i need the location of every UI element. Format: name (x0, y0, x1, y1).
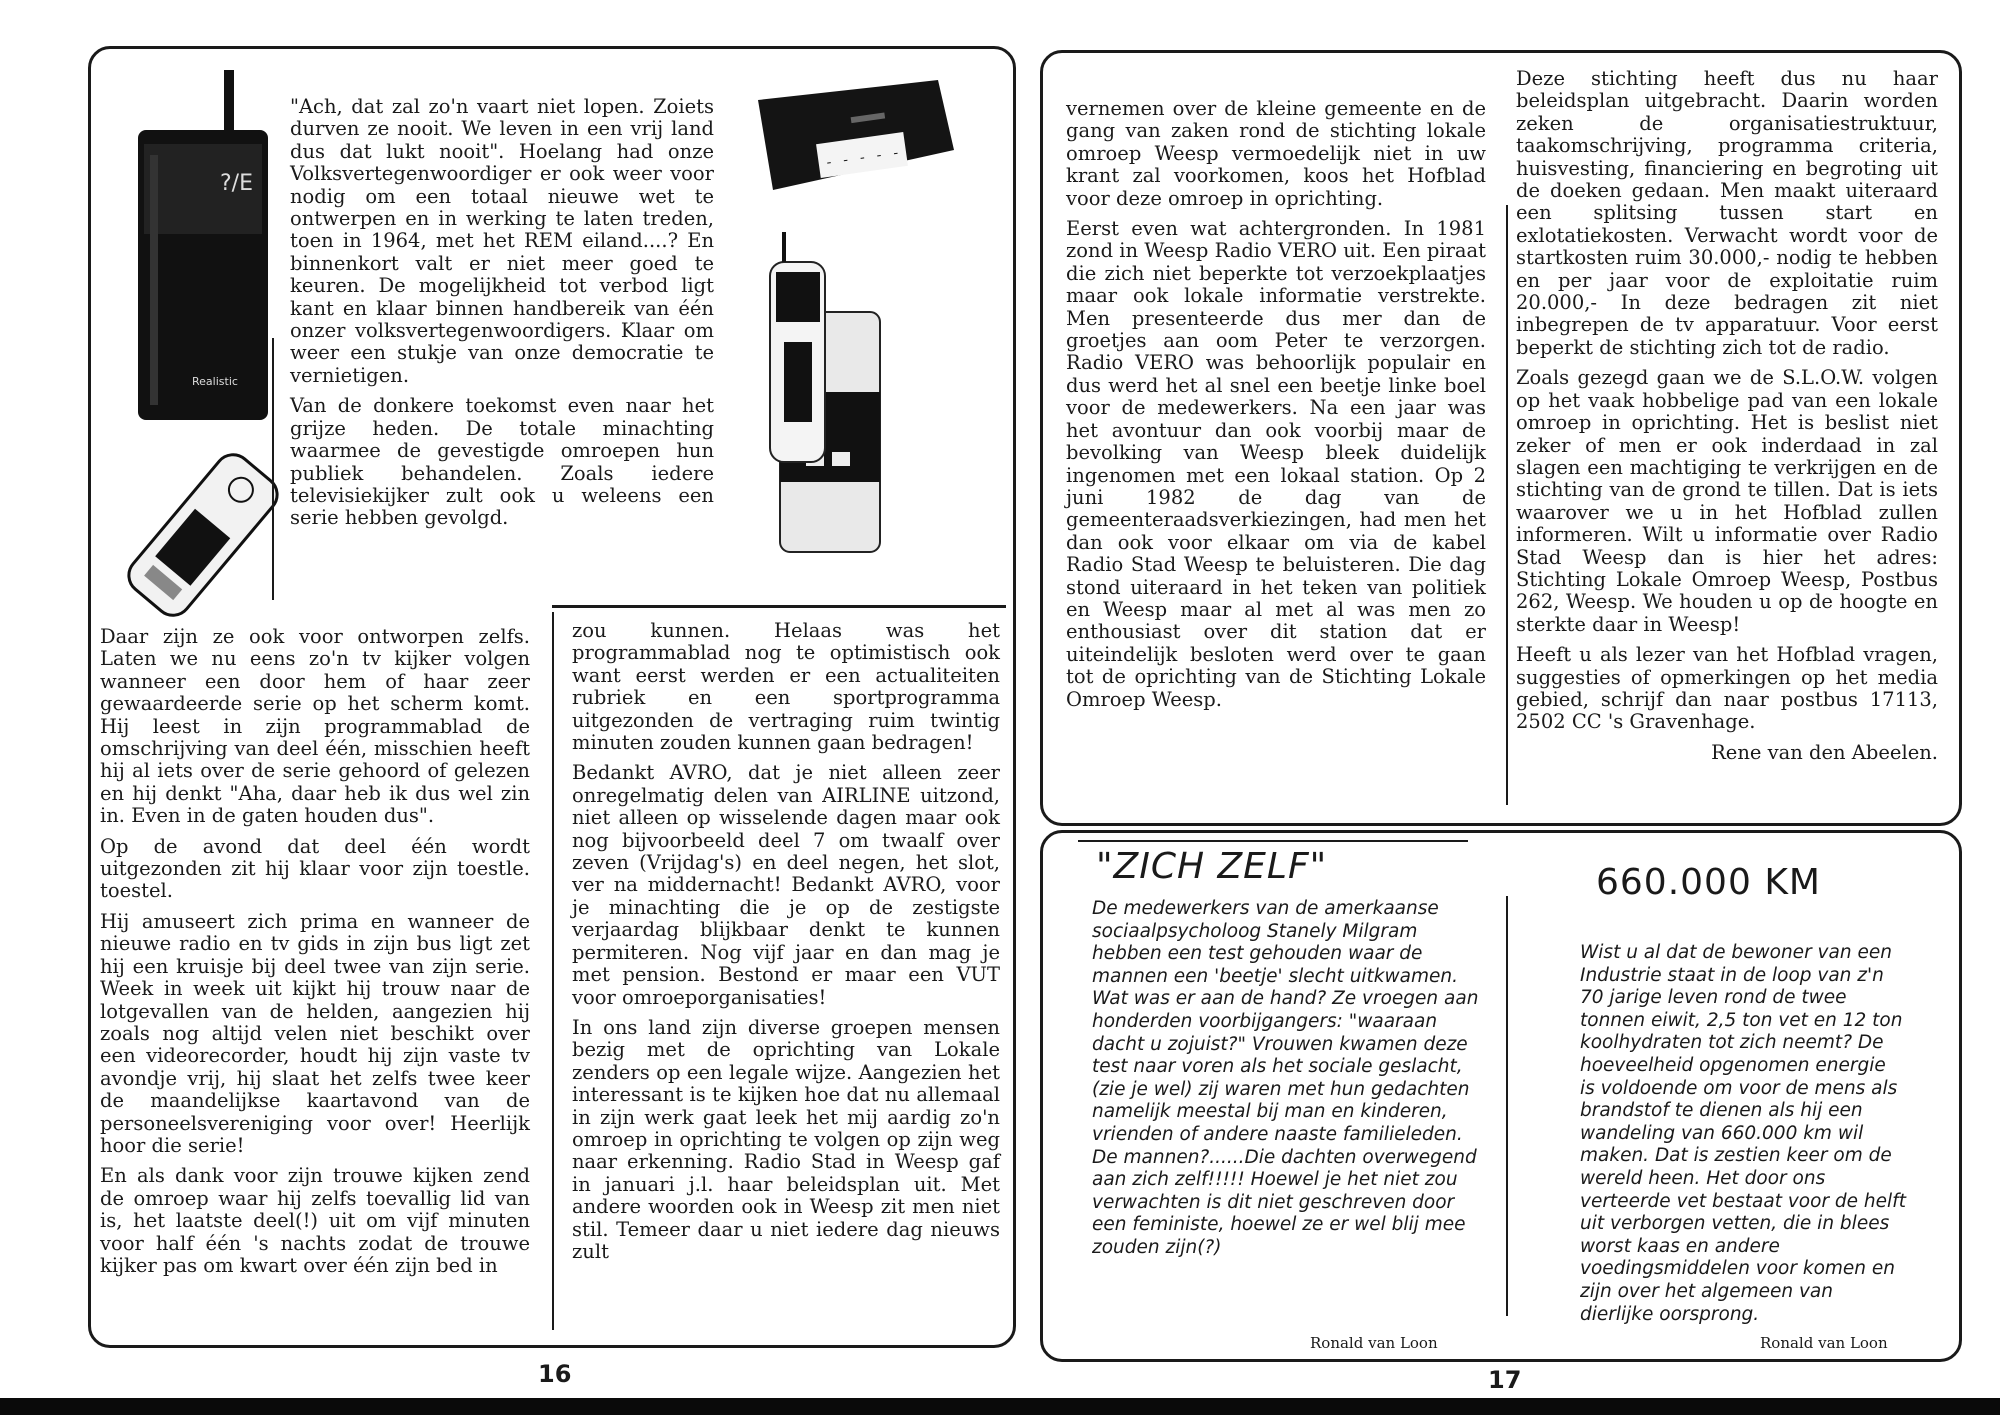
handset-illustration (118, 450, 288, 620)
walkie-talkie-illustration (100, 70, 290, 430)
walkie-talkie-label: ?/E (220, 171, 253, 196)
intro-paragraph-1: "Ach, dat zal zo'n vaart niet lopen. Zoiets durven ze nooit. We leven in een vrij land dus dat lukt nooit". Hoelang had onze Volksvertegenwoordiger er ook weer voor nodig om een totaal nieuwe wet te ontwerpen en in werking te laten treden, toen in 1964, met het REM eiland....? En binnenkort valt er niet meer goed te keuren. De mogelijkheid tot verbod ligt kant en klaar binnen handbereik van één onzer volksvertegenwoordigers. Klaar om weer een stukje van onze democratie te vernietigen. (290, 95, 714, 387)
right-col1-paragraph-1: vernemen over de kleine gemeente en de gang van zaken rond de stichting lokale omroep Weesp vermoedelijk niet in uw krant zal voorkomen, koos het Hofblad voor deze omroep in oprichting. (1066, 97, 1486, 210)
box2-text: Wist u al dat de bewoner van een Industrie staat in de loop van z'n 70 jarige leven rond de twee tonnen eiwit, 2,5 ton vet en 12 ton koolhydraten tot zich neemt? De hoeveelheid opgenomen energie is voldoende om voor de mens als brandstof te dienen als hij een wandeling van 660.000 km wil maken. Dat is zestien keer om de wereld heen. Het door ons verteerde vet bestaat voor de helft uit verborgen vetten, die in blees worst kaas en andere voedingsmiddelen voor komen en zijn over het algemeen van dierlijke oorsprong. (1580, 942, 1906, 1325)
calculator-illustration (738, 80, 958, 192)
box1-title: "ZICH ZELF" (1096, 846, 1328, 887)
left-col1-paragraph-4: En als dank voor zijn trouwe kijken zend de omroep waar hij zelfs toevallig lid van is, het laatste deel(!) uit om vijf minuten voor half één 's nachts zodat de trouwe kijker pas om kwart over één zijn bed in (100, 1164, 530, 1277)
box2-title: 660.000 KM (1596, 862, 1821, 903)
box1-top-rule (1078, 840, 1468, 842)
left-column-rule (552, 612, 554, 1330)
box-divider-rule (1506, 896, 1508, 1316)
left-col1-paragraph-1: Daar zijn ze ook voor ontworpen zelfs. Laten we nu eens zo'n tv kijker volgen wanneer een door hem of haar zeer gewaardeerde serie op het scherm komt. Hij leest in zijn programmablad de omschrijving van deel één, misschien heeft hij al iets over de serie gehoord of gelezen en hij denkt "Aha, daar heb ik dus wel zin in. Even in de gaten houden dus". (100, 625, 530, 828)
right-col1-paragraph-2: Eerst even wat achtergronden. In 1981 zond in Weesp Radio VERO uit. Een piraat die zich niet beperkte tot verzoekplaatjes maar ook lokale informatie verstrekte. Men presenteerde dus mer dan de groetjes aan oom Peter te verzorgen. Radio VERO was behoorlijk populair en dus werd het al snel een beetje linke boel voor de medewerkers. Na een jaar was het avontuur dan ook voorbij maar de bevolking van Weesp bleek duidelijk ingenomen met een lokaal station. Op 2 juni 1982 de dag van de gemeenteraadsverkiezingen, had men het dan ook voor elkaar om via de kabel Radio Stad Weesp te beluisteren. Die dag stond uiteraard in het teken van politiek en Weesp maar al met al was men zo enthousiast over dit station dat er uiteindelijk besloten werd over te gaan tot de oprichting van de Stichting Lokale Omroep Weesp. (1066, 217, 1486, 711)
scan-edge (0, 1398, 2000, 1415)
box2-author: Ronald van Loon (1760, 1334, 1888, 1352)
left-column-1 (100, 626, 530, 1285)
right-col2-paragraph-1: Deze stichting heeft dus nu haar beleidsplan uitgebracht. Daarin worden zeken de organisatiestruktuur, taakomschrijving, programma criteria, huisvesting, financiering en begroting uit de doeken gedaan. Men maakt uiteraard een splitsing tussen start en exlotatiekosten. Verwacht wordt voor de startkosten ruim 30.000,- nodig te hebben en per jaar voor de exploitatie ruim 20.000,- In deze bedragen zit niet inbegrepen de tv apparatuur. Voor eerst beperkt de stichting zich tot de radio. (1516, 67, 1938, 359)
box1-author: Ronald van Loon (1310, 1334, 1438, 1352)
page-number-left: 16 (538, 1360, 572, 1388)
right-column-1 (1066, 98, 1486, 719)
walkie-talkie-brand: Realistic (192, 375, 238, 388)
left-col2-paragraph-1: zou kunnen. Helaas was het programmablad nog te optimistisch ook want eerst werden er een actualiteiten rubriek en een sportprogramma uitgezonden de vertraging ruim twintig minuten zouden kunnen gaan bedragen! (572, 619, 1000, 755)
left-horizontal-rule (552, 605, 1006, 608)
box1-text: De medewerkers van de amerkaanse sociaalpsycholoog Stanely Milgram hebben een test gehouden waar de mannen een 'beetje' slecht uitkwamen. Wat was er aan de hand? Ze vroegen aan honderden voorbijgangers: "waaraan dacht u zojuist?" Vrouwen kwamen deze test naar voren als het sociale geslacht, (zie je wel) zij waren met hun gedachten namelijk meestal bij man en kinderen, vrienden of andere naaste familieleden. De mannen?......Die dachten overwegend aan zich zelf!!!!! Hoewel je het niet zou verwachten is dit niet geschreven door een feministe, hoewel ze er wel blij mee zouden zijn(?) (1092, 898, 1479, 1258)
cordless-phone-illustration (760, 232, 890, 562)
right-col2-paragraph-2: Zoals gezegd gaan we de S.L.O.W. volgen op het vaak hobbelige pad van een lokale omroep in oprichting. Het is beslist niet zeker of men er ook inderdaad in zal slagen een machtiging te verkrijgen en de stichting van de grond te tillen. Dat is iets waarover we u in het Hofblad zullen informeren. Wilt u informatie over Radio Stad Weesp dan is hier het adres: Stichting Lokale Omroep Weesp, Postbus 262, Weesp. We houden u op de hoogte en sterkte daar in Weesp! (1516, 366, 1938, 636)
left-col1-paragraph-2: Op de avond dat deel één wordt uitgezonden zit hij klaar voor zijn toestle. toestel. (100, 834, 530, 903)
left-col1-paragraph-3: Hij amuseert zich prima en wanneer de nieuwe radio en tv gids in zijn bus ligt zet hij een kruisje bij deel twee van zijn serie. Week in week uit kijkt hij trouw naar de lotgevallen van de helden, aangezien hij zoals nog altijd velen niet beschikt over een videorecorder, houdt hij zijn vaste tv avondje vrij, hij slaat het zelfs twee keer de maandelijkse kaartavond van de personeelsvereniging voor over! Heerlijk hoor die serie! (100, 909, 530, 1157)
right-column-2 (1516, 68, 1938, 764)
right-col2-author: Rene van den Abeelen. (1711, 740, 1938, 764)
intro-vertical-rule (272, 338, 274, 600)
right-column-rule (1506, 205, 1508, 805)
page-number-right: 17 (1488, 1366, 1522, 1394)
left-col2-paragraph-3: In ons land zijn diverse groepen mensen bezig met de oprichting van Lokale zenders op een legale wijze. Aangezien het interessant is te kijken hoe dat nu allemaal in zijn werk gaat leek het mij aardig zo'n omroep in oprichting te volgen op zijn weg naar erkenning. Radio Stad in Weesp gaf in januari j.l. haar beleidsplan uit. Met andere woorden ook in Weesp zit men niet stil. Temeer daar u niet iedere dag nieuws zult (572, 1015, 1000, 1263)
intro-paragraph-2: Van de donkere toekomst even naar het grijze heden. De totale minachting waarmee de gevestigde omroepen hun publiek behandelen. Zoals iedere televisiekijker zult ook u weleens een serie hebben gevolgd. (290, 394, 714, 530)
left-intro-column (290, 96, 714, 538)
left-col2-paragraph-2: Bedankt AVRO, dat je niet alleen zeer onregelmatig delen van AIRLINE uitzond, niet alleen op wisselende dagen maar ook nog bijvoorbeeld deel 7 om twaalf over zeven (Vrijdag's) en deel negen, het slot, ver na middernacht! Bedankt AVRO, voor je minachting die je op de zestigste verjaardag blijkbaar denkt te kunnen permiteren. Nog vijf jaar en dan mag je met pension. Bestond er maar een VUT voor omroeporganisaties! (572, 761, 1000, 1009)
calculator-display: - - - - - - (823, 142, 918, 172)
right-col2-paragraph-3: Heeft u als lezer van het Hofblad vragen, suggesties of opmerkingen op het media gebied, schrijf dan naar postbus 17113, 2502 CC 's Gravenhage. (1516, 643, 1938, 734)
left-column-2 (572, 620, 1000, 1271)
